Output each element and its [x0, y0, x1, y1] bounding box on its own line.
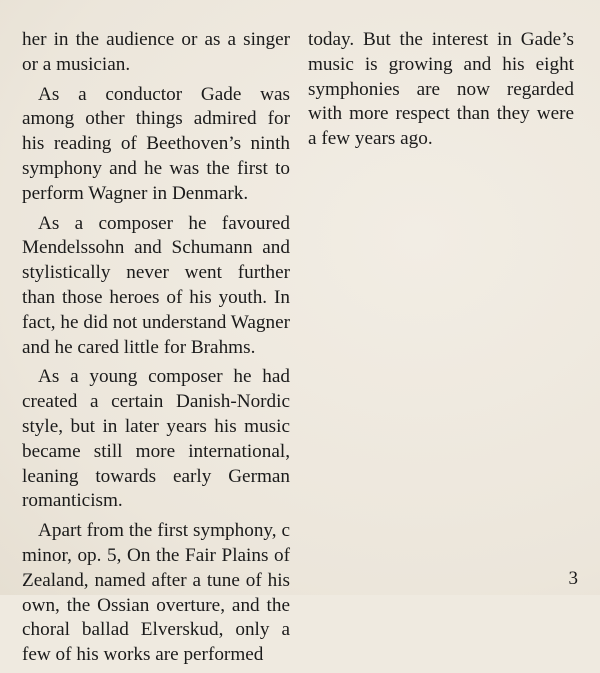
paragraph-works: Apart from the first symphony, c minor, op. 5, On the Fair Plains of Zealand, named after a tune of his own, the Ossian overture, and the choral ballad Elverskud, only a few of his works are performed — [22, 520, 290, 666]
paragraph-composer: As a composer he favoured Mendelssohn and Schumann and stylistically never went further than those heroes of his youth. In fact, he did not understand Wagner and he cared little for Brahms. — [22, 212, 290, 358]
paragraph-continuation: her in the audience or as a singer or a musician. — [22, 29, 290, 75]
left-text-column — [22, 28, 290, 673]
right-text-column — [308, 28, 574, 157]
page-number: 3 — [568, 568, 578, 589]
paragraph-style: As a young composer he had created a certain Danish-Nordic style, but in later years his music became still more international, leaning towards early German romanticism. — [22, 366, 290, 512]
paragraph-conductor: As a conductor Gade was among other things admired for his reading of Beethoven’s ninth symphony and he was the first to perform Wagner in Denmark. — [22, 83, 290, 204]
paragraph-interest: today. But the interest in Gade’s music is growing and his eight symphonies are now regarded with more respect than they were a few years ago. — [308, 29, 574, 150]
